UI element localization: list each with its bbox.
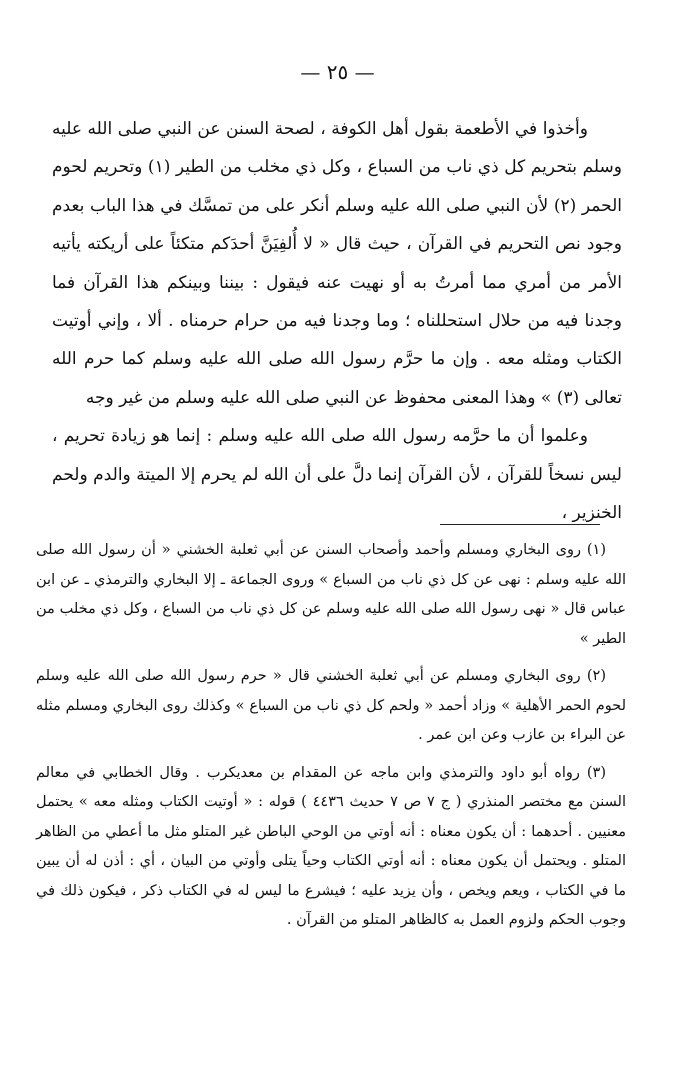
footnote-1: (١) روى البخاري ومسلم وأحمد وأصحاب السنن عن أبي ثعلبة الخشني « أن رسول الله صلى الله عليه وسلم : نهى عن كل ذي ناب من السباع » وروى الجماعة ـ إلا البخاري والترمذي ـ عن ابن عباس قال « نهى رسول الله صلى الله عليه وسلم عن كل ذي ناب من السباع ، وكل ذي مخلب من الطير » — [36, 542, 626, 647]
page-number: — ٢٥ — — [300, 60, 375, 84]
body-paragraph: وعلموا أن ما حرَّمه رسول الله صلى الله عليه وسلم : إنما هو زيادة تحريم ، ليس نسخاً للقرآن ، لأن القرآن إنما دلَّ على أن الله لم يحرم إلا الميتة والدم ولحم الخنزير ، — [52, 426, 622, 524]
footnote-2: (٢) روى البخاري ومسلم عن أبي ثعلبة الخشني قال « حرم رسول الله صلى الله عليه وسلم لحوم الحمر الأهلية » وزاد أحمد « ولحم كل ذي ناب من السباع » وكذلك روى البخاري ومسلم مثله عن البراء بن عازب وعن ابن عمر . — [36, 668, 626, 743]
footnotes — [36, 536, 626, 936]
footnote-divider — [440, 524, 600, 525]
main-text — [52, 110, 622, 532]
body-paragraph: وأخذوا في الأطعمة بقول أهل الكوفة ، لصحة السنن عن النبي صلى الله عليه وسلم بتحريم كل ذي ناب من السباع ، وكل ذي مخلب من الطير (١) وتحريم لحوم الحمر (٢) لأن النبي صلى الله عليه وسلم أنكر على من تمسَّك في هذا الباب بعدم وجود نص التحريم في القرآن ، حيث قال « لا أُلفِيَنَّ أحدَكم متكئاً على أريكته يأتيه الأمر من أمري مما أمرتُ به أو نهيت عنه فيقول : بيننا وبينكم هذا القرآن فما وجدنا فيه من حلال استحللناه ؛ وما وجدنا فيه من حرام حرمناه . ألا ، وإني أوتيت الكتاب ومثله معه . وإن ما حرَّم رسول الله صلى الله عليه وسلم كما حرم الله تعالى (٣) » وهذا المعنى محفوظ عن النبي صلى الله عليه وسلم من غير وجه — [52, 119, 623, 408]
footnote-3: (٣) رواه أبو داود والترمذي وابن ماجه عن المقدام بن معديكرب . وقال الخطابي في معالم السنن مع مختصر المنذري ( ج ٧ ص ٧ حديث ٤٤٣٦ ) قوله : « أوتيت الكتاب ومثله معه » يحتمل معنيين . أحدهما : أن يكون معناه : أنه أوتي من الوحي الباطن غير المتلو مثل ما أعطي من الظاهر المتلو . ويحتمل أن يكون معناه : أنه أوتي الكتاب وحياً يتلى وأوتي من البيان ، أي : أذن له أن يبين ما في الكتاب ، ويعم ويخص ، وأن يزيد عليه ؛ فيشرع ما ليس له في الكتاب ذكر ، فيكون ذلك في وجوب الحكم ولزوم العمل به كالظاهر المتلو من القرآن . — [36, 764, 626, 928]
